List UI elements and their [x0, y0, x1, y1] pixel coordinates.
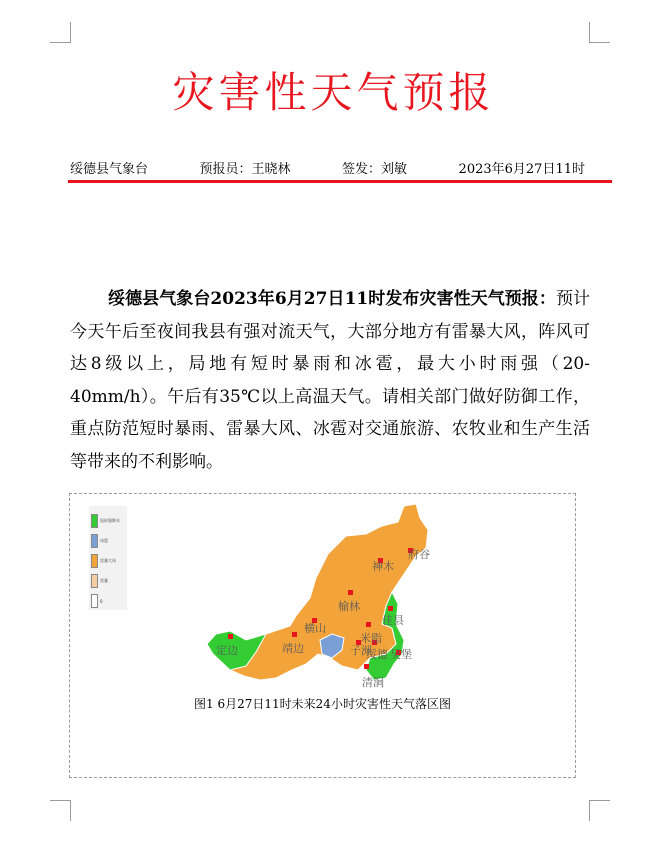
- town-label: 子洲: [350, 644, 372, 657]
- forecast-lead: 绥德县气象台2023年6月27日11时发布灾害性天气预报：: [108, 289, 556, 309]
- town-marker: [228, 634, 233, 639]
- town-label: 米脂: [360, 632, 382, 645]
- issuing-organization: 绥德县气象台: [70, 162, 149, 177]
- town-label: 佳县: [382, 614, 404, 627]
- legend-label: 0: [100, 598, 103, 604]
- crop-mark-bottom-right: [589, 800, 610, 821]
- header-divider-line: [68, 180, 612, 183]
- town-label: 定边: [216, 644, 238, 657]
- approver: 签发：刘敏: [342, 162, 408, 177]
- town-marker: [364, 664, 369, 669]
- town-marker: [292, 632, 297, 637]
- issue-datetime: 2023年6月27日11时: [458, 162, 585, 177]
- crop-mark-top-right: [589, 22, 610, 43]
- town-label: 神木: [372, 560, 394, 573]
- town-label: 靖边: [282, 642, 304, 655]
- crop-mark-top-left: [50, 22, 71, 43]
- document-header-info: [70, 158, 585, 177]
- forecast-text: 预计今天午后至夜间我县有强对流天气，大部分地方有雷暴大风，阵风可达8级以上，局地有短时暴雨和冰雹，最大小时雨强（20-40mm/h）。午后有35℃以上高温天气。请相关部门做好防御工作，重点防范短时暴雨、雷暴大风、冰雹对交通旅游、农牧业和生产生活等带来的不利影响。: [70, 289, 590, 472]
- town-label: 横山: [304, 622, 326, 635]
- town-marker: [388, 606, 393, 611]
- town-label: 府谷: [408, 548, 430, 561]
- town-label: 吴堡: [390, 648, 412, 661]
- figure-caption: 图1 6月27日11时未来24小时灾害性天气落区图: [194, 697, 451, 711]
- town-label: 清涧: [362, 676, 384, 689]
- forecast-paragraph: [70, 283, 590, 478]
- town-label: 榆林: [338, 600, 360, 613]
- legend-label: 短时强降水: [100, 518, 120, 523]
- legend-label: 雷暴大风: [100, 558, 116, 563]
- crop-mark-bottom-left: [50, 800, 71, 821]
- town-label: 绥德: [366, 648, 388, 661]
- document-title: 灾害性天气预报: [172, 68, 495, 117]
- forecast-area-map: [70, 494, 575, 777]
- town-marker: [348, 590, 353, 595]
- legend-label: 雷暴: [100, 578, 108, 583]
- forecaster: 预报员：王晓林: [199, 162, 291, 177]
- forecast-map-figure: [69, 493, 576, 778]
- legend-label: 冰雹: [100, 538, 108, 543]
- town-marker: [366, 622, 371, 627]
